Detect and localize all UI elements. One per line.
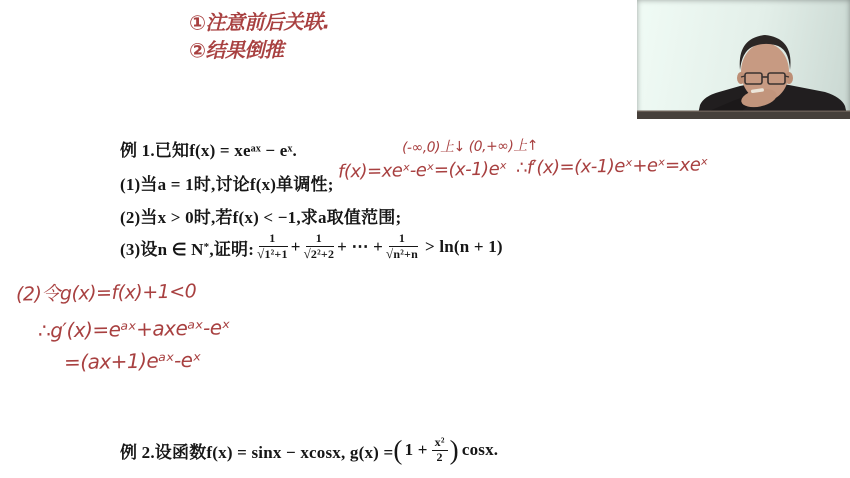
fraction-3-den <box>386 247 418 262</box>
red-step-1: (2)令g(x)=f(x)+1<0 <box>15 280 197 306</box>
part3-prefix: (3)设n ∈ N <box>120 239 204 259</box>
example2-fraction <box>432 436 448 464</box>
instructor-webcam <box>637 0 850 119</box>
example1-part2: (2)当x > 0时,若f(x) < −1,求a取值范围; <box>120 208 402 227</box>
fraction-1 <box>257 232 288 263</box>
example2-prefix: 例 2.设函数f(x) = sinx − xcosx, g(x) = <box>120 442 394 462</box>
fraction-1-radicand: 1²+1 <box>264 247 288 262</box>
radical-sign: √ <box>303 246 311 262</box>
fraction-1-num: 1 <box>259 232 285 248</box>
radical-sign: √ <box>257 246 265 262</box>
red-step-3: =(ax+1)eᵃˣ-eˣ <box>63 347 202 375</box>
part3-prefix2: ,证明: <box>209 239 255 259</box>
example2-title: 例 2.设函数f(x) = sinx − xcosx, g(x) = ( 1 + $\frac{\text{x²}}{2}$ ) cosx. <box>120 434 499 465</box>
red-interval-note: (-∞,0)上↓ (0,+∞)上↑ <box>401 137 539 157</box>
handwritten-note-1: ①注意前后关联. <box>188 9 330 35</box>
example2-oneplus: 1 + <box>404 440 428 459</box>
part3-nstar-sup: * <box>203 241 210 253</box>
instructor-avatar <box>637 0 850 119</box>
red-step-2: ∴g′(x)=eᵃˣ+axeᵃˣ-eˣ <box>37 315 231 343</box>
example2-frac-den: 2 <box>436 450 443 464</box>
fraction-2-den <box>304 247 335 262</box>
radical-sign: √ <box>386 246 394 262</box>
red-derivative-1: f(x)=xeˣ-eˣ=(x-1)eˣ <box>337 158 507 183</box>
example1-part1: (1)当a = 1时,讨论f(x)单调性; <box>120 175 334 194</box>
example1-title: 例 1.已知f(x) = xeᵃˣ − eˣ. <box>120 141 297 160</box>
red-derivative-2: ∴f′(x)=(x-1)eˣ+eˣ=xeˣ <box>515 154 708 179</box>
part3-plus-1: + <box>290 237 301 256</box>
example2-frac-num: x² <box>432 436 448 451</box>
handwritten-note-2: ②结果倒推 <box>188 37 284 63</box>
fraction-3 <box>386 232 418 263</box>
fraction-3-radicand: n²+n <box>393 247 418 262</box>
part3-dots: + ⋯ + <box>337 237 384 256</box>
example1-part3 <box>120 230 503 264</box>
fraction-3-num: 1 <box>389 232 415 248</box>
fraction-2 <box>304 232 335 263</box>
fraction-2-radicand: 2²+2 <box>310 247 335 262</box>
part3-tail: > ln(n + 1) <box>424 237 503 256</box>
fraction-2-num: 1 <box>306 232 332 248</box>
example2-tail: cosx. <box>461 440 499 459</box>
fraction-1-den <box>257 247 288 262</box>
